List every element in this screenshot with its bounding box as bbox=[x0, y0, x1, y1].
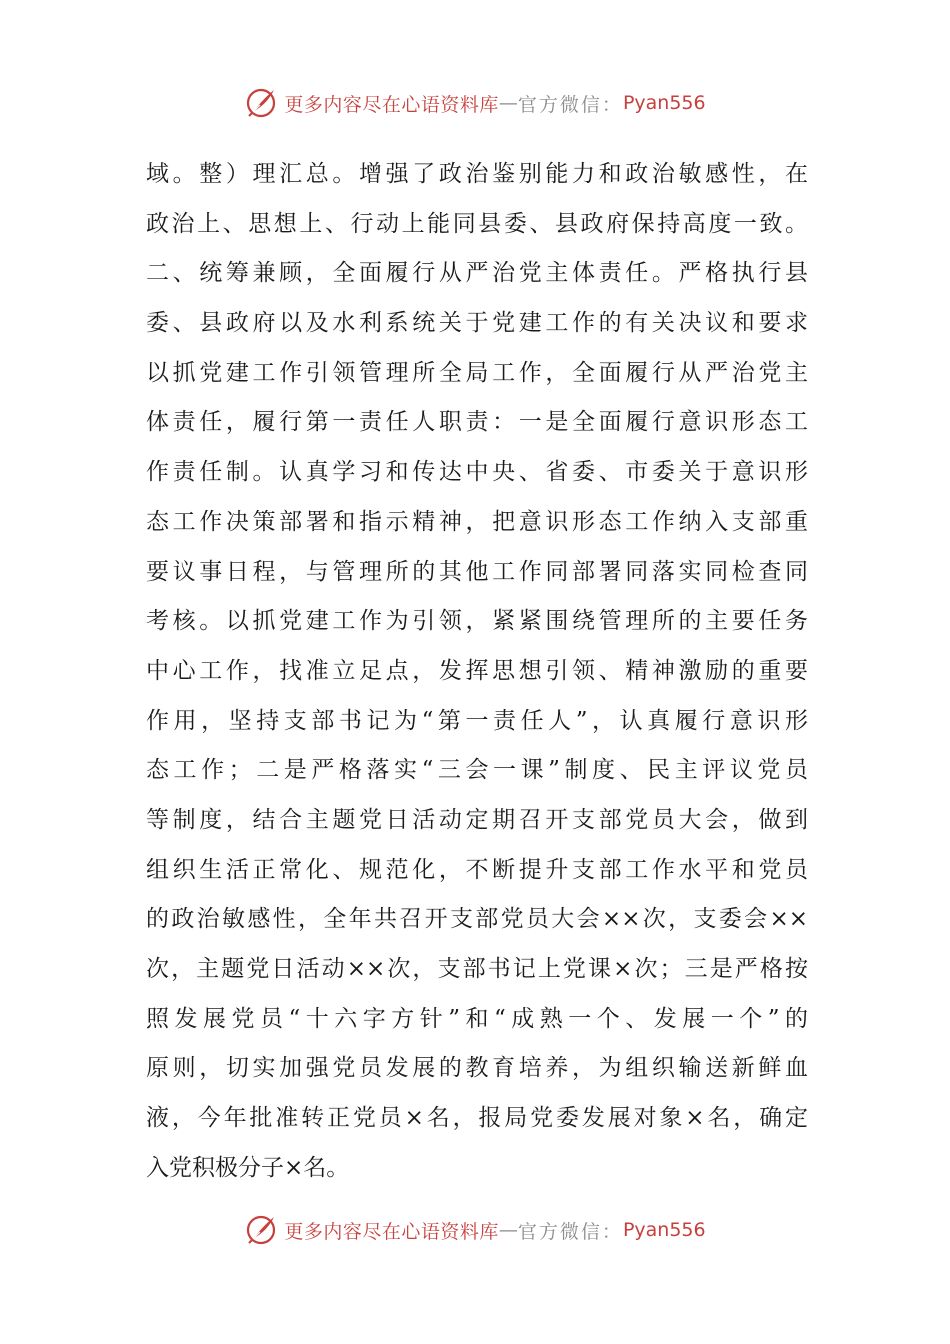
body-line: 考核。以抓党建工作为引领，紧紧围绕管理所的主要任务 bbox=[146, 608, 808, 635]
body-line: 等制度，结合主题党日活动定期召开支部党员大会，做到 bbox=[146, 806, 808, 833]
body-line: 要议事日程，与管理所的其他工作同部署同落实同检查同 bbox=[146, 558, 808, 585]
body-line: 域。整）理汇总。增强了政治鉴别能力和政治敏感性，在 bbox=[146, 161, 808, 187]
banner-separator: — bbox=[498, 1219, 518, 1241]
body-line: 照发展党员“十六字方针”和“成熟一个、发展一个”的 bbox=[146, 1005, 808, 1032]
body-line: 以抓党建工作引领管理所全局工作，全面履行从严治党主 bbox=[146, 359, 808, 386]
body-line: 态工作；二是严格落实“三会一课”制度、民主评议党员 bbox=[146, 757, 808, 784]
footer-banner bbox=[0, 1210, 950, 1250]
quill-logo-icon bbox=[244, 86, 278, 120]
body-line: 次，主题党日活动××次，支部书记上党课×次；三是严格按 bbox=[146, 956, 808, 982]
body-line: 中心工作，找准立足点，发挥思想引领、精神激励的重要 bbox=[146, 657, 808, 684]
banner-main-text: 更多内容尽在心语资料库 bbox=[284, 93, 499, 116]
body-line: 作用，坚持支部书记为“第一责任人”，认真履行意识形 bbox=[146, 707, 808, 734]
header-banner bbox=[0, 83, 950, 123]
body-line: 入党积极分子×名。 bbox=[146, 1154, 350, 1181]
banner-main-text: 更多内容尽在心语资料库 bbox=[284, 1220, 499, 1243]
body-line: 组织生活正常化、规范化，不断提升支部工作水平和党员 bbox=[146, 856, 808, 883]
banner-wechat-label: 官方微信： bbox=[517, 93, 623, 116]
body-line: 委、县政府以及水利系统关于党建工作的有关决议和要求 bbox=[146, 310, 808, 337]
body-line: 作责任制。认真学习和传达中央、省委、市委关于意识形 bbox=[146, 459, 808, 486]
document-body bbox=[146, 150, 808, 1193]
body-line: 的政治敏感性，全年共召开支部党员大会××次，支委会×× bbox=[146, 906, 808, 933]
body-line: 液，今年批准转正党员×名，报局党委发展对象×名，确定 bbox=[146, 1105, 808, 1132]
body-line: 体责任，履行第一责任人职责：一是全面履行意识形态工 bbox=[146, 409, 808, 436]
body-line: 态工作决策部署和指示精神，把意识形态工作纳入支部重 bbox=[146, 508, 808, 535]
body-line: 政治上、思想上、行动上能同县委、县政府保持高度一致。 bbox=[146, 210, 808, 237]
banner-wechat-id: Pyan556 bbox=[622, 1219, 706, 1241]
banner-wechat-id: Pyan556 bbox=[622, 92, 706, 114]
banner-separator: — bbox=[498, 92, 518, 114]
body-line: 原则，切实加强党员发展的教育培养，为组织输送新鲜血 bbox=[146, 1055, 808, 1082]
quill-logo-icon bbox=[244, 1213, 278, 1247]
body-line: 二、统筹兼顾，全面履行从严治党主体责任。严格执行县 bbox=[146, 260, 808, 287]
banner-wechat-label: 官方微信： bbox=[517, 1220, 623, 1243]
